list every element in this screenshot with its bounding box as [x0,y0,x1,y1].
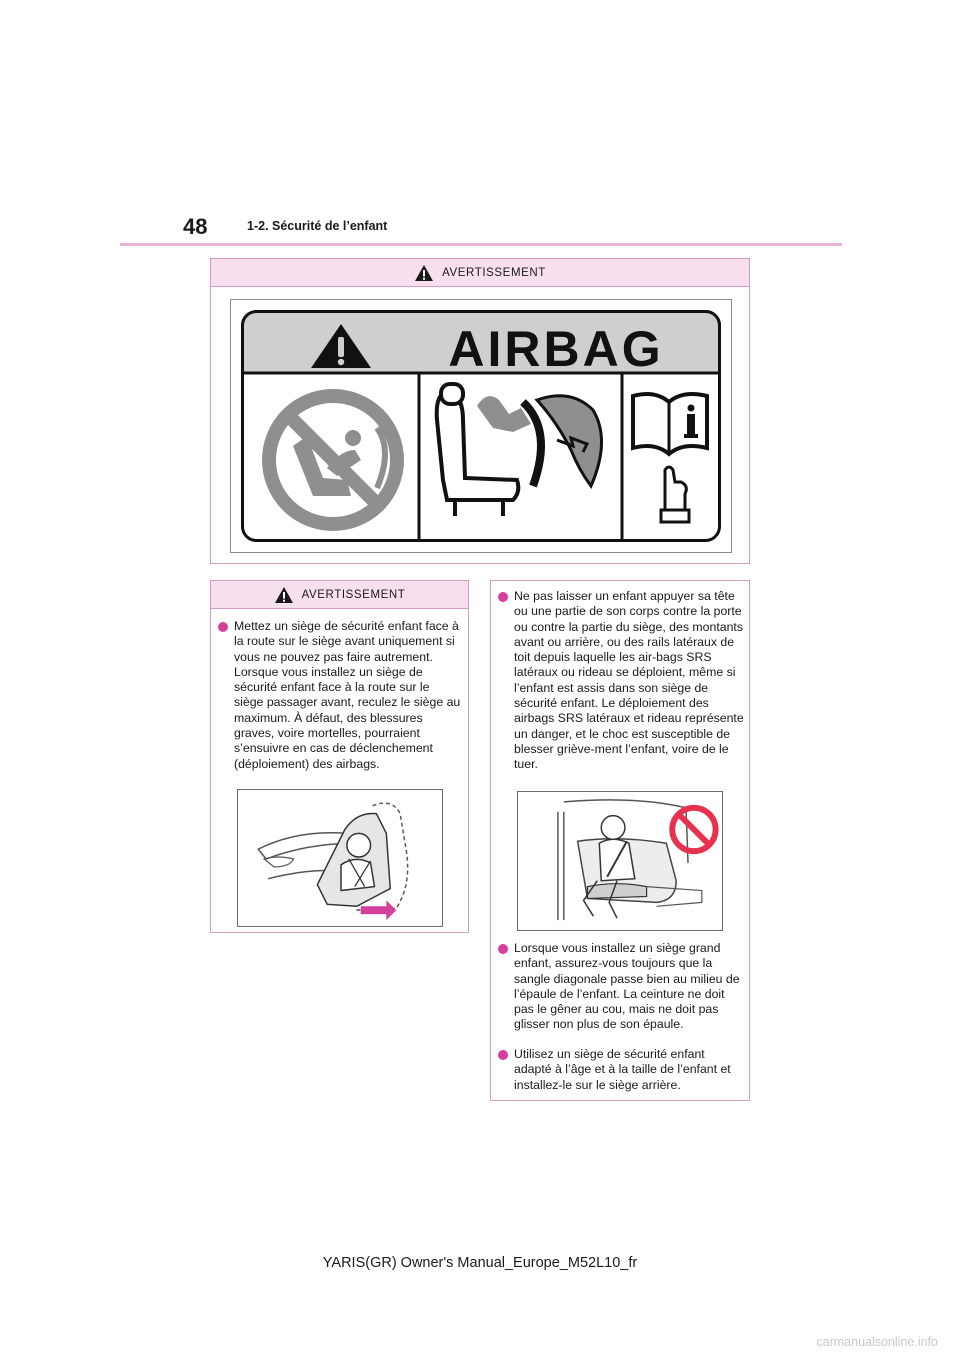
bullet-dot [498,592,508,602]
warning-header [211,259,749,287]
warning-bullet [498,1047,744,1093]
warning-triangle-icon [414,264,434,282]
bullet-text: Mettez un siège de sécurité enfant face à la route sur le siège avant uniquement si vous ne pouvez pas faire autrement. Lorsque vous installez un siège de sécurité enfant face à la route sur le siège passager avant, reculez le siège au maximum. À défaut, des blessures graves, voire mortelles, pourraient s’ensuivre en cas de déclenchement (déploiement) des airbags. [234,619,461,771]
watermark: carmanualsonline.info [816,1335,938,1349]
bullet-text: Lorsque vous installez un siège grand enfant, assurez-vous toujours que la sangle diagonale passe bien au milieu de l’épaule de l’enfant. La ceinture ne doit pas le gêner au cou, mais ne doit pas glisser non plus de son épaule. [514,941,740,1032]
bullet-dot [498,944,508,954]
bullet-text: Utilisez un siège de sécurité enfant adapté à l’âge et à la taille de l’enfant et installez-le sur le siège arrière. [514,1047,731,1092]
child-seat-front-illustration [237,789,443,927]
page-number: 48 [183,214,208,239]
warning-box-side-airbags [490,580,750,1101]
warning-header [211,581,468,609]
warning-bullet [218,619,462,772]
warning-triangle-icon [274,586,294,604]
booster-seat-illustration [517,791,723,931]
front-seat-child-seat-drawing [238,790,442,926]
bullet-dot [498,1050,508,1060]
warning-bullet [498,589,744,773]
section-title: 1-2. Sécurité de l’enfant [247,219,388,233]
header-rule [120,243,842,246]
warning-box-airbag [210,258,750,564]
airbag-label-frame [230,299,732,553]
warning-box-front-seat [210,580,469,933]
rear-seat-booster-drawing [518,792,722,930]
warning-bullet [498,941,744,1033]
manual-info-icon [633,394,707,454]
airbag-word: AIRBAG [448,321,664,377]
bullet-dot [218,622,228,632]
warning-heading: AVERTISSEMENT [442,266,546,279]
prohibition-icon [672,808,715,851]
bullet-text: Ne pas laisser un enfant appuyer sa tête ou une partie de son corps contre la porte ou contre la partie du siège, des montants avant ou arrière, ou des rails latéraux de toit depuis laquelle les air-bags SRS latéraux ou rideau se déploient, même si l’enfant est assis dans son siège de sécurité enfant. Le déploiement des airbags SRS latéraux et rideau représente un danger, et le choc est susceptible de blesser griève-ment l’enfant, voire de le tuer. [514,589,744,772]
footer-manual-id: YARIS(GR) Owner's Manual_Europe_M52L10_fr [322,1255,638,1271]
airbag-warning-label [241,310,721,542]
warning-heading: AVERTISSEMENT [301,588,406,601]
